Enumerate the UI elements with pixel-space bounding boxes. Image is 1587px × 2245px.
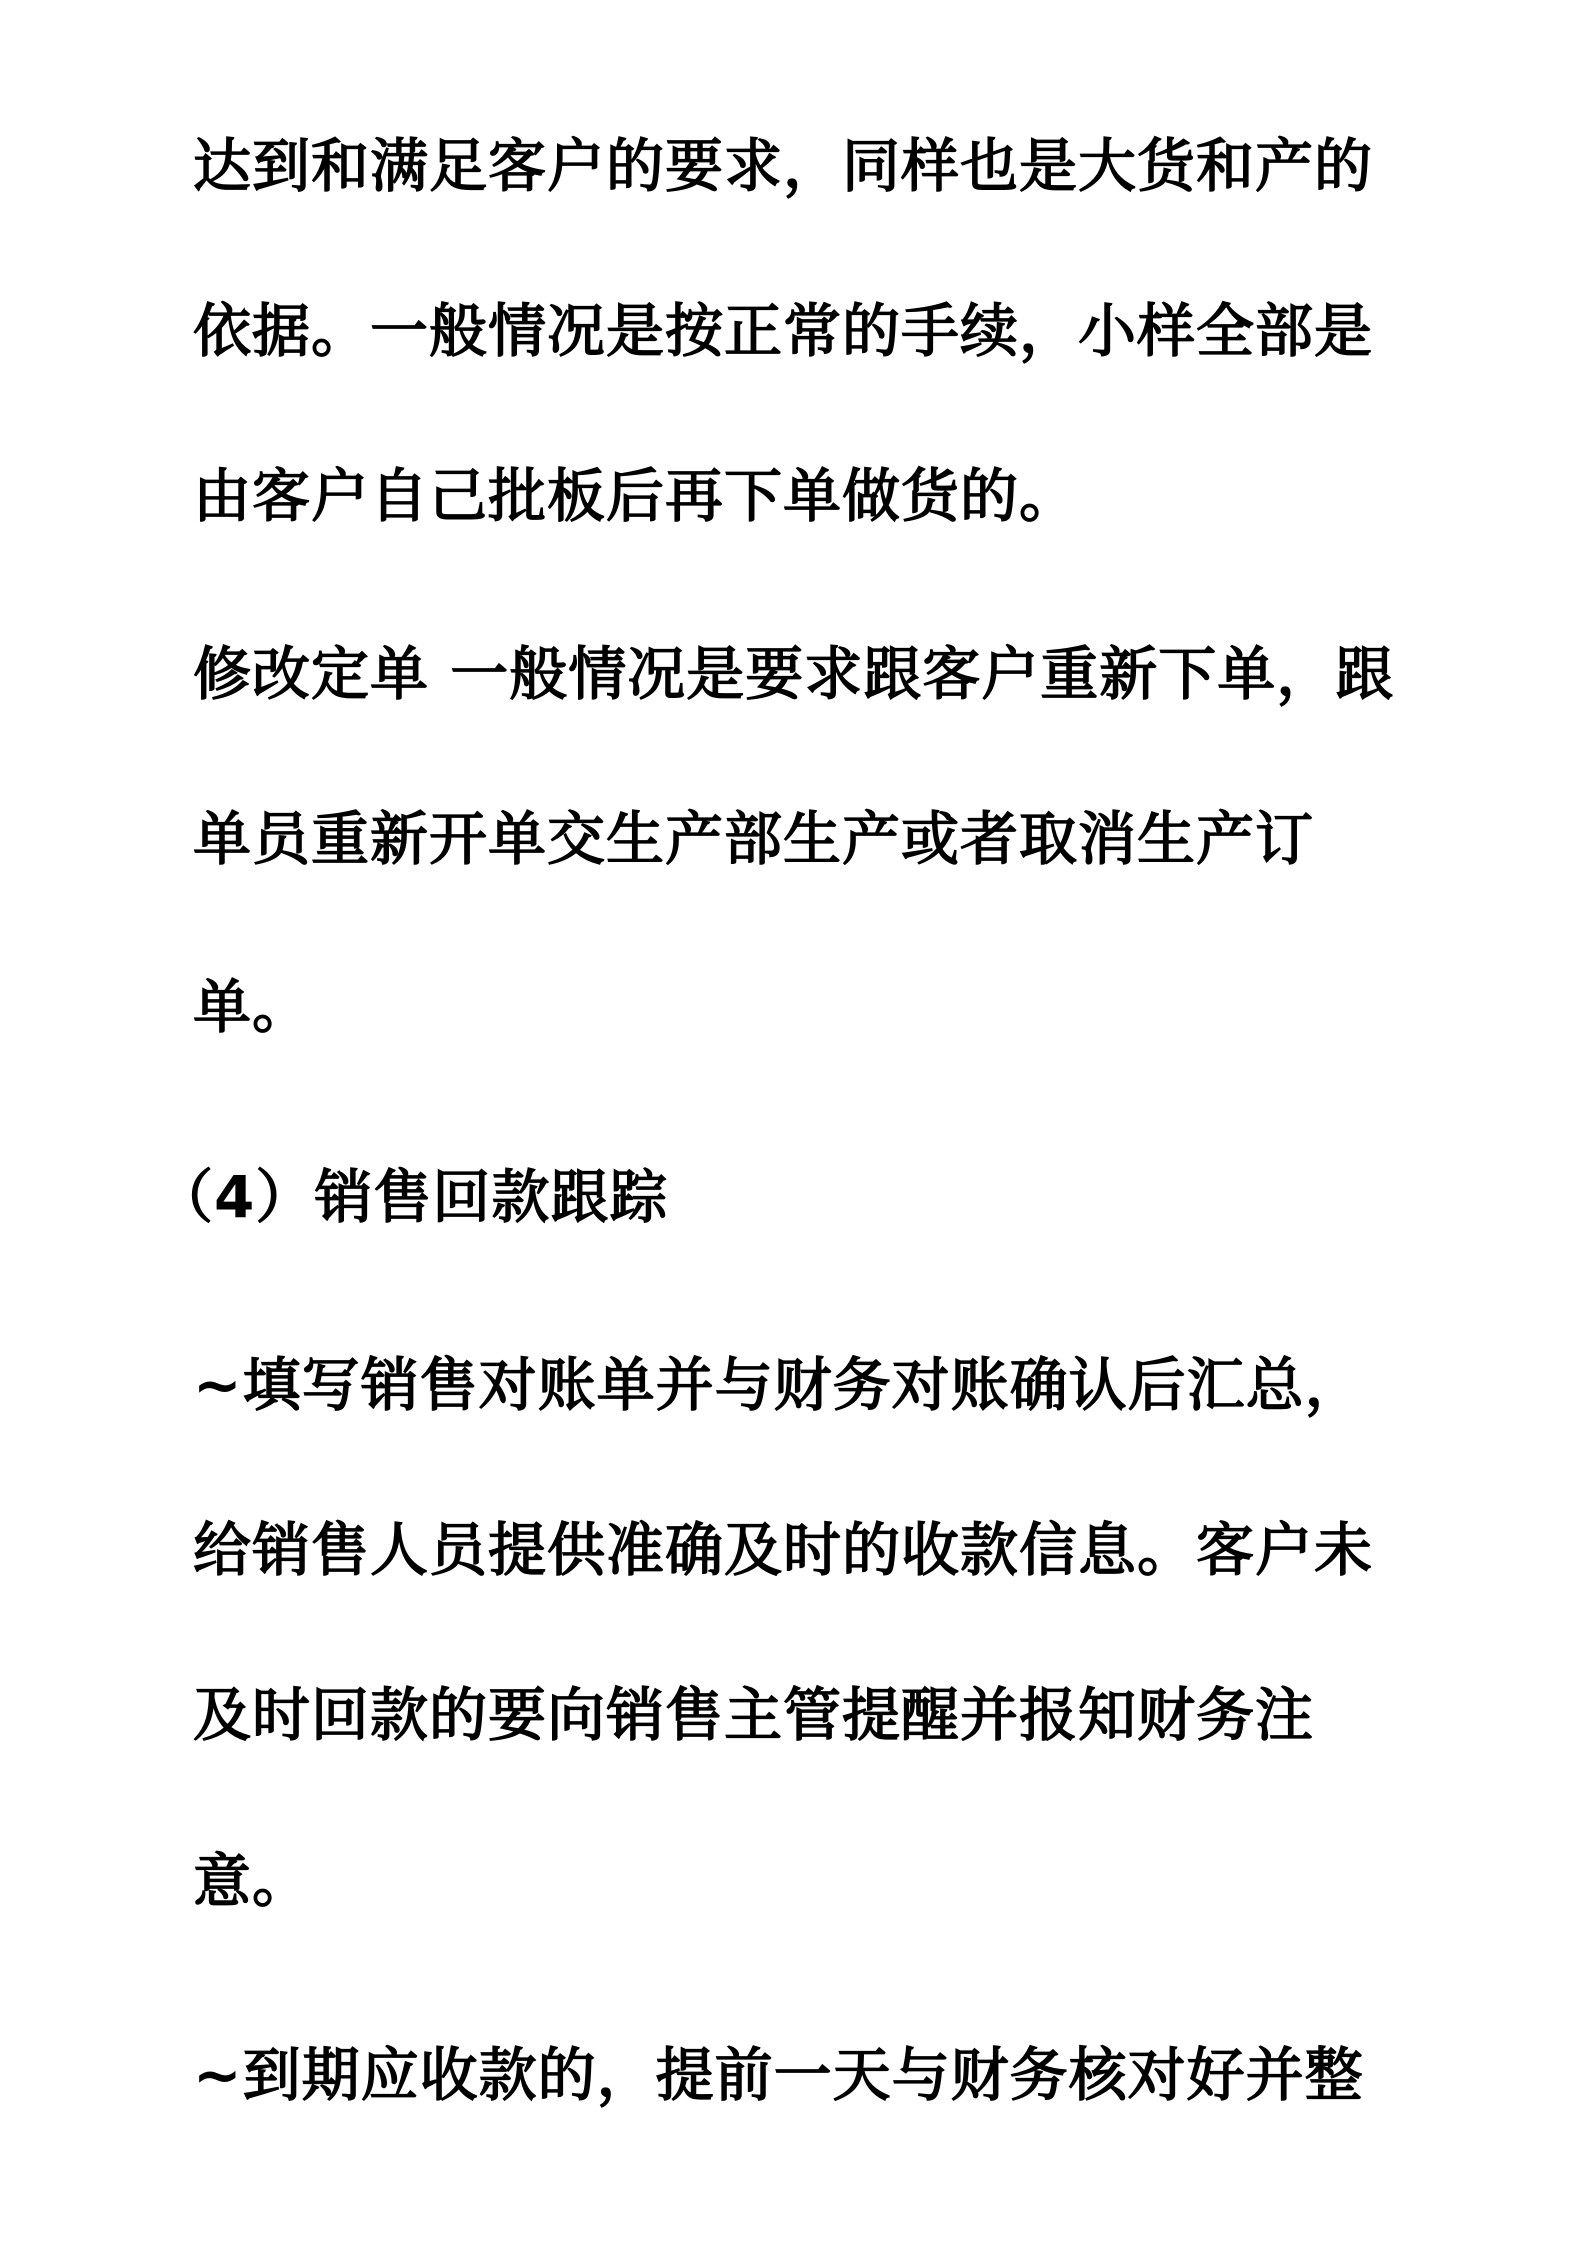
- paragraph-line-8: 给销售人员提供准确及时的收款信息。客户未: [193, 1516, 1374, 1584]
- paragraph-line-5: 单员重新开单交生产部生产或者取消生产订: [193, 805, 1315, 873]
- section-heading: （4）销售回款跟踪: [155, 1163, 669, 1231]
- paragraph-line-7: ~填写销售对账单并与财务对账确认后汇总，: [193, 1351, 1364, 1419]
- paragraph-line-11: ~到期应收款的，提前一天与财务核对好并整: [193, 2041, 1364, 2109]
- paragraph-line-1: 达到和满足客户的要求，同样也是大货和产的: [193, 132, 1374, 200]
- paragraph-line-3: 由客户自己批板后再下单做货的。: [193, 462, 1079, 530]
- paragraph-line-4: 修改定单 一般情况是要求跟客户重新下单，跟: [193, 640, 1395, 708]
- paragraph-line-6: 单。: [193, 973, 312, 1041]
- paragraph-line-2: 依据。一般情况是按正常的手续，小样全部是: [193, 297, 1374, 365]
- paragraph-line-10: 意。: [193, 1847, 312, 1915]
- paragraph-line-9: 及时回款的要向销售主管提醒并报知财务注: [193, 1681, 1315, 1749]
